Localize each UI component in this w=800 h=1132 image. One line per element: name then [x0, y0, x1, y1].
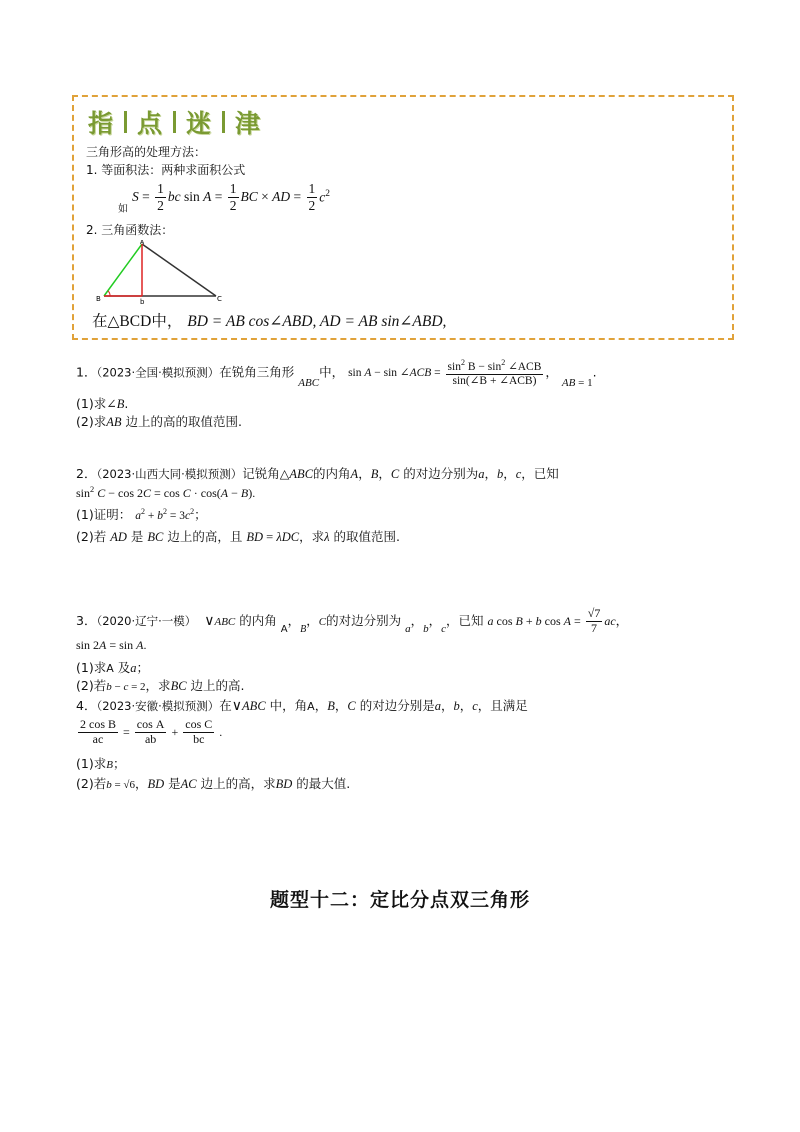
question-2-part-2: (2)若 AD 是 BC 边上的高，且 BD = λDC，求λ 的取值范围.	[76, 529, 400, 544]
question-source: （2023·安徽·模拟预测）	[96, 699, 220, 713]
part-text: 边上的高，求	[200, 776, 276, 791]
question-1-part-2: (2)求AB 边上的高的取值范围.	[76, 414, 242, 429]
stem-text: ，且满足	[477, 698, 528, 713]
area-formula-prefix: 如	[118, 203, 128, 215]
question-1-stem: 1．（2023·全国·模拟预测）在锐角三角形 ABC中， sin A − sin ∠ ACB = $\frac{\sin^2 B - \sin^2 \angle ACB}{\text{sin(∠B + ∠ACB)}}$ ， AB = 1.	[76, 358, 597, 389]
question-1-part-1: (1)求∠B.	[76, 396, 129, 411]
stem-text: 中，	[319, 364, 345, 380]
tip-header-divider	[173, 111, 176, 133]
part-text: ，求	[299, 529, 325, 544]
question-number: 4．	[76, 698, 97, 713]
question-source: （2023·山西大同·模拟预测）	[96, 467, 243, 481]
part-text: ，	[134, 776, 148, 791]
part-label: (1)证明：	[76, 507, 132, 522]
part-label: (2)求	[76, 414, 107, 429]
tip-header	[88, 105, 261, 139]
question-4-stem: 4．（2023·安徽·模拟预测）在∨ABC 中，角A，B，C 的对边分别是a，b，c，且满足	[76, 698, 528, 714]
vertex-label-A: A	[140, 240, 145, 246]
question-3-part-2: (2)若b − c = 2，求BC 边上的高.	[76, 678, 245, 693]
trig-line-triangle: △BCD	[107, 313, 152, 330]
question-2-stem: 2．（2023·山西大同·模拟预测）记锐角△ABC的内角A，B，C 的对边分别为a，b，c，已知	[76, 466, 559, 481]
part-text: 是	[130, 529, 144, 544]
part-tail: 边上的高的取值范围.	[125, 414, 242, 429]
stem-text: ，已知	[446, 612, 484, 628]
trig-line-formula: BD = AB cos∠ABD, AD = AB sin∠ABD,	[187, 313, 447, 330]
tip-intro: 三角形高的处理方法：	[86, 145, 207, 159]
vertex-label-C: C	[217, 295, 222, 303]
stem-text: 在	[219, 698, 232, 713]
part-label: (1)求	[76, 396, 107, 411]
question-4-part-1: (1)求B；	[76, 756, 126, 771]
part-tail: 的最大值.	[296, 776, 351, 791]
tip-header-char-1: 指	[88, 109, 115, 138]
question-number: 1．	[76, 364, 97, 380]
part-tail: 边上的高.	[190, 678, 245, 693]
question-number: 2．	[76, 466, 97, 481]
question-4-part-2: (2)若b = √6，BD 是AC 边上的高，求BD 的最大值.	[76, 776, 351, 791]
triangle-green-side	[104, 244, 142, 296]
part-text: 是	[168, 776, 181, 791]
part-label: (2)若	[76, 529, 107, 544]
stem-text: 记锐角	[242, 466, 280, 481]
part-label: (1)求	[76, 756, 107, 771]
stem-text: 的内角	[239, 612, 277, 628]
stem-text: 的对边分别是	[359, 698, 435, 713]
stem-text: ，已知	[521, 466, 559, 481]
vertex-label-B: B	[96, 295, 101, 303]
tip-header-char-2: 点	[137, 109, 164, 138]
stem-text: 的内角	[313, 466, 351, 481]
question-3-given: sin 2A = sin A.	[76, 638, 147, 652]
trig-line-prefix: 在	[92, 312, 108, 330]
part-label: (2)若	[76, 678, 107, 693]
question-2-part-1: (1)证明： $a^2 + b^2 = 3c^2$；	[76, 507, 207, 522]
triangle-side-line	[142, 244, 216, 296]
tip-header-char-4: 津	[235, 109, 262, 138]
question-4-given: $\frac{\text{2 cos B}}{ac}$ = $\frac{\text{cos A}}{ab}$ + $\frac{\text{cos C}}{bc}$ .	[80, 717, 223, 746]
part-tail: .	[124, 396, 129, 411]
trig-method-line	[92, 309, 446, 331]
stem-text: 的对边分别为	[403, 466, 479, 481]
tip-method-2: 2. 三角函数法：	[86, 223, 174, 237]
part-label: (1)求	[76, 660, 107, 675]
tip-header-divider	[124, 111, 127, 133]
tip-method-1: 1. 等面积法：两种求面积公式	[86, 163, 246, 177]
section-title: 题型十二：定比分点双三角形	[269, 889, 530, 911]
question-3-part-1: (1)求A 及a；	[76, 660, 150, 675]
tip-header-char-3: 迷	[186, 109, 213, 138]
question-3-stem: 3．（2020·辽宁·一模） ∨ABC 的内角 $_A$，$_B$，C的对边分别为 a，b，c，已知 a cos B + b cos A = $\frac{√7}{7}$ ac，	[76, 606, 629, 635]
part-text: 及	[117, 660, 131, 675]
stem-text: 的对边分别为	[326, 612, 402, 628]
area-formula: 如 S = $\frac{1}{2}$ bc sin A = $\frac{1}{2}$ BC × AD = $\frac{1}{2}$ $c^2$	[118, 181, 330, 215]
vertex-label-b: b	[140, 298, 145, 304]
tip-header-divider	[222, 111, 225, 133]
stem-text: 在锐角三角形	[219, 364, 295, 380]
question-number: 3．	[76, 612, 97, 628]
trig-line-mid: 中，	[151, 312, 183, 330]
question-2-given: $\sin^2 C - \cos 2C = \cos C \cdot \cos(A - B)$.	[76, 485, 256, 500]
part-text: ，求	[145, 678, 171, 693]
part-tail: 的取值范围.	[333, 529, 400, 544]
stem-text: 中，角	[269, 698, 308, 713]
part-text: 边上的高，且	[167, 529, 243, 544]
question-source: （2023·全国·模拟预测）	[96, 365, 220, 380]
question-source: （2020·辽宁·一模）	[96, 613, 197, 628]
tip-box	[72, 95, 734, 340]
altitude-triangle-diagram	[96, 240, 226, 304]
part-label: (2)若	[76, 776, 107, 791]
